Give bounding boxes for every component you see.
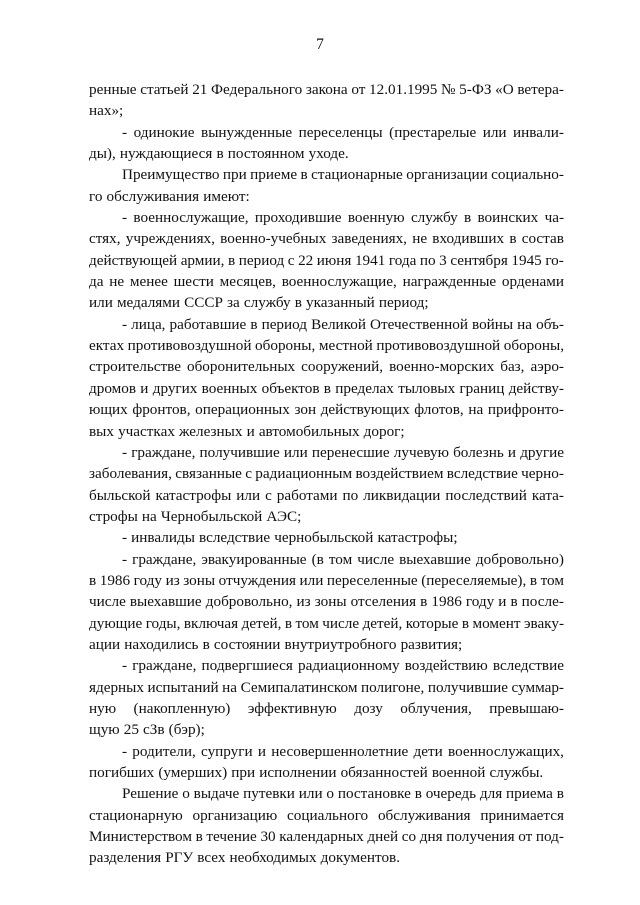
text-line: - одинокие вынужденные переселенцы (престарелые или инвали-	[122, 123, 564, 141]
text-line: ную (накопленную) эффективную дозу облучения, превышаю-	[89, 699, 564, 717]
text-line: да не менее шести месяцев, военнослужащие, награжденные орденами	[89, 273, 564, 291]
text-line: нах»;	[89, 102, 124, 120]
text-line: ядерных испытаний на Семипалатинском полигоне, получившие суммар-	[89, 678, 564, 696]
text-line: ектах противовоздушной обороны, местной противовоздушной обороны,	[89, 337, 564, 355]
text-line: - инвалиды вследствие чернобыльской катастрофы;	[122, 529, 458, 547]
text-line: Преимущество при приеме в стационарные организации социально-	[122, 166, 564, 184]
text-line: заболевания, связанные с радиационным воздействием вследствие черно-	[89, 465, 564, 483]
text-line: - граждане, получившие или перенесшие лучевую болезнь и другие	[122, 443, 564, 461]
text-line: го обслуживания имеют:	[89, 187, 250, 205]
text-line: Министерством в течение 30 календарных дней со дня получения от под-	[89, 828, 564, 846]
text-line: дующие годы, включая детей, в том числе детей, которые в момент эваку-	[89, 614, 564, 632]
text-line: вых участках железных и автомобильных дорог;	[89, 422, 405, 440]
text-line: - лица, работавшие в период Великой Отечественной войны на объ-	[122, 315, 564, 333]
text-line: ренные статьей 21 Федерального закона от 12.01.1995 № 5-ФЗ «О ветера-	[89, 81, 564, 98]
body-text	[89, 79, 564, 869]
text-line: - граждане, эвакуированные (в том числе выехавшие добровольно)	[122, 550, 564, 568]
text-line: быльской катастрофы или с работами по ликвидации последствий ката-	[89, 486, 564, 504]
page-number: 7	[316, 36, 324, 53]
text-line: - военнослужащие, проходившие военную службу в воинских ча-	[122, 209, 564, 227]
text-line: числе выехавшие добровольно, из зоны отселения в 1986 году и в после-	[89, 593, 564, 611]
text-line: - граждане, подвергшиеся радиационному воздействию вследствие	[122, 657, 564, 675]
text-line: ды), нуждающиеся в постоянном уходе.	[89, 145, 349, 163]
text-line: строфы на Чернобыльской АЭС;	[89, 507, 302, 525]
text-line: ации находились в состоянии внутриутробного развития;	[89, 635, 463, 653]
text-line: ющих фронтов, операционных зон действующих флотов, на прифронто-	[89, 401, 564, 419]
text-line: стях, учреждениях, военно-учебных заведениях, не входивших в состав	[89, 230, 564, 248]
text-line: щую 25 сЗв (бэр);	[89, 721, 205, 739]
text-line: - родители, супруги и несовершеннолетние дети военнослужащих,	[122, 742, 564, 760]
text-line: или медалями СССР за службу в указанный период;	[89, 294, 429, 312]
text-line: погибших (умерших) при исполнении обязанностей военной службы.	[89, 764, 544, 781]
text-line: действующей армии, в период с 22 июня 1941 года по 3 сентября 1945 го-	[89, 251, 564, 269]
text-line: дромов и других военных объектов в пределах тыловых границ действу-	[89, 379, 564, 397]
text-line: Решение о выдаче путевки или о постановке в очередь для приема в	[122, 785, 564, 803]
text-line: стационарную организацию социального обслуживания принимается	[89, 806, 564, 824]
text-line: разделения РГУ всех необходимых документов.	[89, 849, 401, 867]
text-line: строительстве оборонительных сооружений, военно-морских баз, аэро-	[89, 358, 564, 376]
text-line: в 1986 году из зоны отчуждения или переселенные (переселяемые), в том	[89, 571, 564, 589]
